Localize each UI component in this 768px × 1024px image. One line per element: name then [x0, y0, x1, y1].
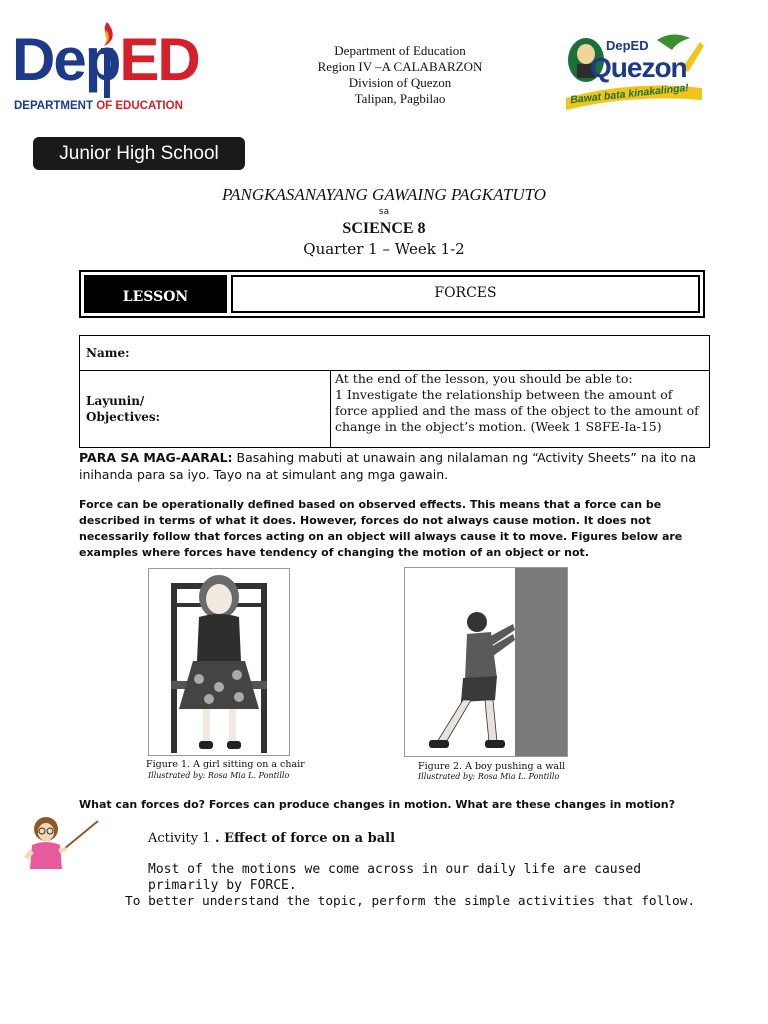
- objectives-table: [79, 335, 710, 448]
- activity-instruction: To better understand the topic, perform the simple activities that follow.: [125, 894, 696, 909]
- figure-1-image: [148, 568, 290, 756]
- deped-brand-word: DepED: [12, 26, 199, 93]
- header-center-text: [270, 43, 530, 107]
- figure-2-image: [404, 567, 568, 757]
- junior-high-school-badge: Junior High School: [33, 137, 245, 170]
- deped-subtitle: DEPARTMENT OF EDUCATION: [14, 100, 183, 112]
- name-field[interactable]: [80, 336, 710, 371]
- objectives-text: At the end of the lesson, you should be able to: 1 Investigate the relationship between the amount of force applied and the mass of the object to the amount of change in the object’s motion. (Week 1 S8FE-Ia-15): [331, 371, 710, 448]
- figure-2-credit: Illustrated by: Rosa Mia L. Pontillo: [418, 772, 560, 781]
- intro-paragraph: Force can be operationally defined based on observed effects. This means that a force can be described in terms of what it does. However, forces do not always cause motion. It does not necessarily follow that forces acting on an object will always cause it to move. Figures below are examples where forces have tendency of changing the motion of an object or not.: [79, 498, 683, 559]
- para-sa-mag-aaral: [79, 449, 719, 483]
- title-sa: sa: [378, 207, 390, 217]
- para-sa-label: PARA SA MAG-AARAL:: [79, 450, 233, 465]
- quezon-word: Quezon: [590, 52, 687, 83]
- name-label: Name:: [86, 346, 130, 360]
- quezon-tagline: Bawat bata kinakalinga!: [569, 81, 690, 107]
- header-line-location: Talipan, Pagbilao: [354, 91, 446, 106]
- figure-1-caption: Figure 1. A girl sitting on a chair: [146, 759, 305, 770]
- forces-question: What can forces do? Forces can produce changes in motion. What are these changes in motion?: [79, 798, 675, 811]
- activity-number: Activity 1: [148, 831, 211, 846]
- figure-2-caption: Figure 2. A boy pushing a wall: [418, 761, 566, 772]
- figure-1-credit: Illustrated by: Rosa Mia L. Pontillo: [148, 771, 290, 780]
- objectives-label-2: Objectives:: [86, 410, 161, 424]
- teacher-icon: [22, 815, 100, 871]
- lesson-box: [79, 270, 705, 318]
- header-line-department: Department of Education: [334, 43, 466, 58]
- header-line-division: Division of Quezon: [348, 75, 452, 90]
- para-sa-text: Basahing mabuti at unawain ang nilalaman ng “Activity Sheets” na ito na inihanda para sa iyo. Tayo na at simulant ang mga gawain.: [79, 450, 697, 482]
- objectives-label-cell: [80, 371, 331, 448]
- activity-intro: Most of the motions we come across in our daily life are caused primarily by FORCE.: [148, 862, 642, 893]
- deped-quezon-logo: [562, 28, 712, 112]
- worksheet-title: PANGKASANAYANG GAWAING PAGKATUTO: [221, 185, 547, 204]
- header-line-region: Region IV –A CALABARZON: [317, 59, 483, 74]
- activity-title: Effect of force on a ball: [224, 831, 396, 846]
- lesson-value: FORCES: [231, 275, 700, 313]
- quarter-week: Quarter 1 – Week 1-2: [303, 240, 465, 258]
- deped-logo: [12, 20, 202, 115]
- lesson-label: LESSON: [84, 275, 227, 313]
- activity-separator: .: [210, 831, 225, 846]
- objectives-label-1: Layunin/: [86, 394, 145, 408]
- activity-heading: [148, 831, 395, 846]
- quezon-deped-mark: DepED: [606, 38, 649, 53]
- subject-title: SCIENCE 8: [342, 220, 426, 237]
